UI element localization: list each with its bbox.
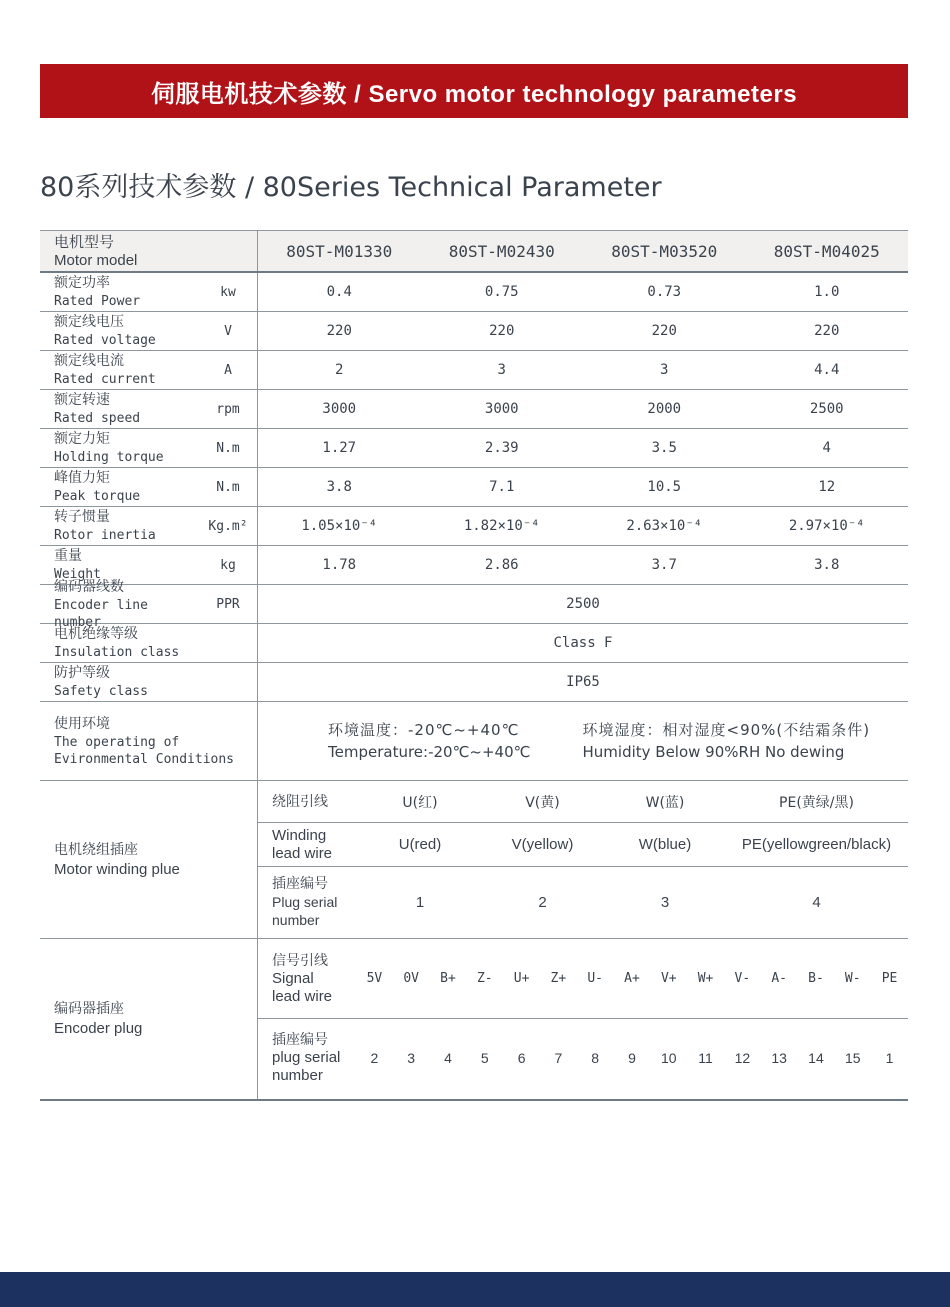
value-cell: 1.27 <box>322 440 357 456</box>
value-cell: 2.97×10⁻⁴ <box>788 518 865 534</box>
signal-name: V- <box>734 971 751 986</box>
row-label-en: Safety class <box>54 684 148 699</box>
signal-name: Z+ <box>550 971 567 986</box>
row-label-zh: 电机绝缘等级 <box>54 626 138 642</box>
value-cell: 2000 <box>647 401 682 417</box>
plug-serial-value: 2 <box>370 1050 379 1066</box>
row-label-zh: 使用环境 <box>54 715 110 732</box>
row-label-en: Holding torque <box>54 450 164 465</box>
plug-serial-value: 4 <box>444 1050 452 1066</box>
value-cell: 3.5 <box>651 440 677 456</box>
winding-value: V(yellow) <box>511 836 574 853</box>
spanning-value: 2500 <box>566 596 600 612</box>
value-cell: 220 <box>651 323 677 339</box>
row-label-en: Rated voltage <box>54 333 156 348</box>
subrow-label: 插座编号 Plug serial number <box>272 876 338 928</box>
winding-value: W(blue) <box>638 836 692 853</box>
encoder-section-label: 编码器插座 Encoder plug <box>40 939 258 1099</box>
row-rated-voltage <box>40 312 908 351</box>
subrow-label: 信号引线 Signal lead wire <box>272 952 333 1005</box>
row-label-zh: 额定线电压 <box>54 314 124 330</box>
signal-name: PE <box>881 971 898 986</box>
plug-serial-value: 11 <box>698 1050 713 1066</box>
section-banner <box>40 64 908 118</box>
value-cell: 4.4 <box>814 362 840 378</box>
value-cell: 12 <box>818 479 836 495</box>
signal-name: U+ <box>513 971 530 986</box>
row-label-en: Rated Power <box>54 294 141 309</box>
row-label-zh: 重量 <box>54 548 82 564</box>
winding-lead-wire-en-row <box>258 823 908 867</box>
row-label-en: Encoder line number <box>54 597 148 630</box>
unit-label: rpm <box>216 401 240 417</box>
environment-humidity: 环境湿度：相对湿度<90%(不结霜条件) Humidity Below 90%RH No dewing <box>582 721 871 761</box>
value-cell: 1.0 <box>814 284 840 300</box>
signal-name: B- <box>808 971 824 986</box>
header-label-zh: 电机型号 <box>54 233 115 251</box>
row-label-en: Rotor inertia <box>54 528 156 543</box>
winding-value: U(红) <box>402 794 438 811</box>
row-safety-class <box>40 663 908 702</box>
plug-serial-value: 5 <box>480 1050 489 1066</box>
signal-name: A- <box>771 971 787 986</box>
signal-name: Z- <box>476 971 493 986</box>
plug-serial-value: 10 <box>660 1050 677 1066</box>
row-peak-torque <box>40 468 908 507</box>
plug-serial-value: 8 <box>591 1050 600 1066</box>
unit-label: A <box>224 362 232 378</box>
value-cell: 2.39 <box>484 440 519 456</box>
value-cell: 10.5 <box>647 479 682 495</box>
value-cell: 220 <box>326 323 352 339</box>
row-label-en: Insulation class <box>54 645 180 660</box>
signal-name: V+ <box>660 971 677 986</box>
value-cell: 1.78 <box>322 557 357 573</box>
unit-label: kg <box>220 557 236 573</box>
row-label-zh: 峰值力矩 <box>54 470 110 486</box>
value-cell: 3 <box>497 362 506 378</box>
value-cell: 7.1 <box>489 479 515 495</box>
signal-name: 5V <box>366 971 383 986</box>
value-cell: 2.63×10⁻⁴ <box>626 518 703 534</box>
plug-serial-value: 3 <box>407 1050 416 1066</box>
row-label-en: Peak torque <box>54 489 141 504</box>
spanning-value: IP65 <box>566 674 600 690</box>
value-cell: 2.86 <box>484 557 519 573</box>
model-column-header: 80ST-M04025 <box>773 241 880 261</box>
winding-section-label: 电机绕组插座 Motor winding plue <box>40 781 258 938</box>
row-label-en: Evironmental Conditions <box>54 751 235 767</box>
environment-temperature: 环境温度：-20℃~+40℃ Temperature:-20℃~+40℃ <box>328 721 531 761</box>
row-label-en: Rated speed <box>54 411 141 426</box>
value-cell: 2500 <box>809 401 844 417</box>
signal-name: U- <box>587 971 603 986</box>
header-label-cell <box>40 231 258 271</box>
value-cell: 220 <box>814 323 840 339</box>
value-cell: 0.75 <box>484 284 519 300</box>
footer-bar <box>0 1272 950 1307</box>
signal-name: W+ <box>697 971 714 986</box>
unit-label: PPR <box>216 596 240 612</box>
unit-label: N.m <box>216 440 240 456</box>
value-cell: 1.05×10⁻⁴ <box>301 518 378 534</box>
winding-value: V(黄) <box>525 794 560 811</box>
row-insulation-class <box>40 624 908 663</box>
model-column-header: 80ST-M01330 <box>286 241 393 261</box>
row-label-zh: 编码器线数 <box>54 578 124 595</box>
row-rated-current <box>40 351 908 390</box>
value-cell: 3000 <box>484 401 519 417</box>
header-label-en: Motor model <box>54 252 138 269</box>
signal-name: W- <box>844 971 861 986</box>
winding-value: U(red) <box>398 836 442 853</box>
section-encoder-plug <box>40 939 908 1099</box>
value-cell: 2 <box>335 362 344 378</box>
row-label-zh: 额定力矩 <box>54 431 110 447</box>
plug-serial-value: 1 <box>415 893 425 911</box>
value-cell: 1.82×10⁻⁴ <box>463 518 540 534</box>
row-label-en: Weight <box>54 567 101 582</box>
plug-serial-value: 14 <box>808 1050 824 1066</box>
unit-label: N.m <box>216 479 240 495</box>
signal-name: 0V <box>403 971 420 986</box>
spec-table <box>40 230 908 1101</box>
winding-lead-wire-zh-row <box>258 781 908 823</box>
signal-name: A+ <box>624 971 640 986</box>
winding-value: PE(黄绿/黑) <box>779 794 854 811</box>
model-column-header: 80ST-M03520 <box>611 241 718 261</box>
row-environment <box>40 702 908 781</box>
row-label-en: Rated current <box>54 372 156 387</box>
value-cell: 3000 <box>322 401 357 417</box>
row-label-zh: 转子惯量 <box>54 509 110 525</box>
plug-serial-value: 15 <box>844 1050 861 1066</box>
unit-label: V <box>224 323 232 339</box>
row-holding-torque <box>40 429 908 468</box>
plug-serial-value: 1 <box>885 1050 894 1066</box>
plug-serial-value: 3 <box>660 893 670 911</box>
unit-label: kw <box>220 284 236 300</box>
unit-label: Kg.m² <box>208 518 248 534</box>
value-cell: 4 <box>822 440 831 456</box>
model-column-header: 80ST-M02430 <box>448 241 555 261</box>
row-label-zh: 额定转速 <box>54 392 110 408</box>
page-title: 80系列技术参数 / 80Series Technical Parameter <box>40 172 662 203</box>
encoder-signal-row <box>258 939 908 1019</box>
row-label-zh: 防护等级 <box>54 665 110 681</box>
row-rated-power <box>40 273 908 312</box>
row-rated-speed <box>40 390 908 429</box>
subrow-label: 插座编号 plug serial number <box>272 1032 341 1084</box>
encoder-serial-row <box>258 1019 908 1097</box>
signal-name: B+ <box>440 971 456 986</box>
plug-serial-value: 4 <box>812 893 821 911</box>
winding-value: PE(yellowgreen/black) <box>741 836 892 853</box>
value-cell: 0.73 <box>647 284 682 300</box>
row-label-zh: 额定功率 <box>54 275 110 291</box>
subrow-label: Winding lead wire <box>272 826 333 862</box>
winding-value: W(蓝) <box>645 794 685 811</box>
plug-serial-value: 13 <box>771 1050 787 1066</box>
value-cell: 3.8 <box>814 557 840 573</box>
banner-title: 伺服电机技术参数 / Servo motor technology parameters <box>150 80 798 108</box>
row-label-zh: 额定线电流 <box>54 353 124 369</box>
value-cell: 220 <box>489 323 515 339</box>
row-label-en: The operating of <box>54 734 180 750</box>
value-cell: 3 <box>660 362 669 378</box>
row-rotor-inertia <box>40 507 908 546</box>
section-motor-winding-plug <box>40 781 908 939</box>
value-cell: 0.4 <box>326 284 352 300</box>
plug-serial-value: 6 <box>517 1050 526 1066</box>
value-cell: 3.8 <box>326 479 352 495</box>
row-encoder-line-number <box>40 578 908 630</box>
spanning-value: Class F <box>553 635 613 651</box>
plug-serial-value: 2 <box>538 893 547 911</box>
plug-serial-value: 12 <box>734 1050 751 1066</box>
winding-plug-serial-row <box>258 867 908 937</box>
value-cell: 3.7 <box>651 557 677 573</box>
plug-serial-value: 7 <box>554 1050 563 1066</box>
plug-serial-value: 9 <box>628 1050 636 1066</box>
table-header-row <box>40 231 908 273</box>
subrow-label: 绕阻引线 <box>272 793 328 810</box>
